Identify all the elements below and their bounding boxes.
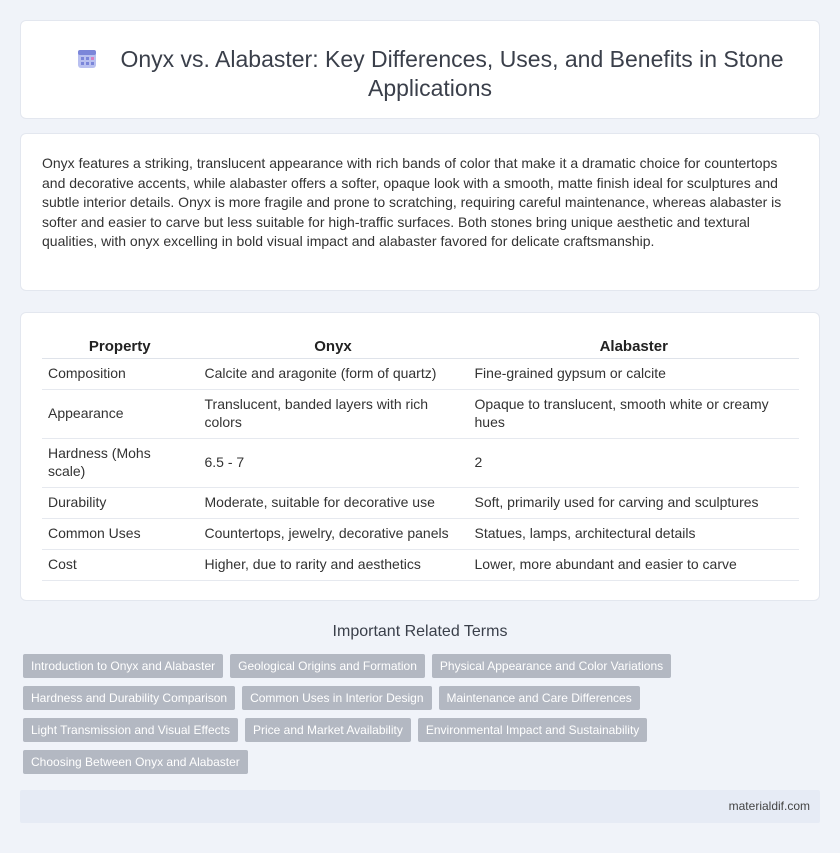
- table-cell: Countertops, jewelry, decorative panels: [198, 518, 468, 549]
- intro-paragraph: Onyx features a striking, translucent appearance with rich bands of color that make it a dramatic choice for countertops and decorative accents, while alabaster offers a softer, opaque look with a smooth, matte finish ideal for sculptures and subtle interior details. Onyx is more fragile and prone to scratching, requiring careful maintenance, whereas alabaster is softer and easier to carve but less suitable for high-traffic surfaces. Both stones bring unique aesthetic and textural qualities, with onyx excelling in bold visual impact and alabaster favored for delicate craftsmanship.: [42, 155, 782, 249]
- comparison-card: [20, 312, 820, 601]
- related-term-tag[interactable]: Price and Market Availability: [245, 718, 411, 742]
- related-term-tag[interactable]: Choosing Between Onyx and Alabaster: [23, 750, 248, 774]
- related-term-tag[interactable]: Light Transmission and Visual Effects: [23, 718, 238, 742]
- table-cell: Statues, lamps, architectural details: [468, 518, 799, 549]
- table-cell: Calcite and aragonite (form of quartz): [198, 358, 468, 389]
- table-cell: 6.5 - 7: [198, 438, 468, 487]
- related-terms-list: [23, 654, 683, 774]
- page-title-text: Onyx vs. Alabaster: Key Differences, Uses, and Benefits in Stone Applications: [120, 46, 784, 101]
- table-header-row: [42, 333, 799, 358]
- table-row: [42, 549, 799, 580]
- document-table-icon: [76, 48, 98, 70]
- page-title: [61, 45, 799, 103]
- table-cell: Appearance: [42, 389, 198, 438]
- table-cell: Common Uses: [42, 518, 198, 549]
- comparison-table: [42, 333, 799, 581]
- table-row: [42, 438, 799, 487]
- table-row: [42, 358, 799, 389]
- table-cell: Hardness (Mohs scale): [42, 438, 198, 487]
- related-term-tag[interactable]: Common Uses in Interior Design: [242, 686, 431, 710]
- header-onyx: Onyx: [198, 333, 468, 358]
- table-cell: Soft, primarily used for carving and sculptures: [468, 487, 799, 518]
- related-term-tag[interactable]: Physical Appearance and Color Variations: [432, 654, 671, 678]
- title-card: [20, 20, 820, 119]
- footer-site-link[interactable]: materialdif.com: [728, 799, 810, 813]
- related-terms-heading: Important Related Terms: [332, 623, 508, 640]
- table-cell: Durability: [42, 487, 198, 518]
- table-row: [42, 487, 799, 518]
- related-term-tag[interactable]: Geological Origins and Formation: [230, 654, 425, 678]
- intro-card: [20, 133, 820, 291]
- related-term-tag[interactable]: Maintenance and Care Differences: [439, 686, 640, 710]
- table-cell: Higher, due to rarity and aesthetics: [198, 549, 468, 580]
- table-row: [42, 518, 799, 549]
- header-alabaster: Alabaster: [468, 333, 799, 358]
- related-term-tag[interactable]: Hardness and Durability Comparison: [23, 686, 235, 710]
- related-term-tag[interactable]: Introduction to Onyx and Alabaster: [23, 654, 223, 678]
- table-cell: 2: [468, 438, 799, 487]
- header-property: Property: [42, 333, 198, 358]
- table-row: [42, 389, 799, 438]
- table-cell: Fine-grained gypsum or calcite: [468, 358, 799, 389]
- table-cell: Cost: [42, 549, 198, 580]
- table-cell: Composition: [42, 358, 198, 389]
- footer: [20, 790, 820, 823]
- table-cell: Opaque to translucent, smooth white or creamy hues: [468, 389, 799, 438]
- related-term-tag[interactable]: Environmental Impact and Sustainability: [418, 718, 647, 742]
- table-cell: Moderate, suitable for decorative use: [198, 487, 468, 518]
- table-cell: Translucent, banded layers with rich colors: [198, 389, 468, 438]
- table-cell: Lower, more abundant and easier to carve: [468, 549, 799, 580]
